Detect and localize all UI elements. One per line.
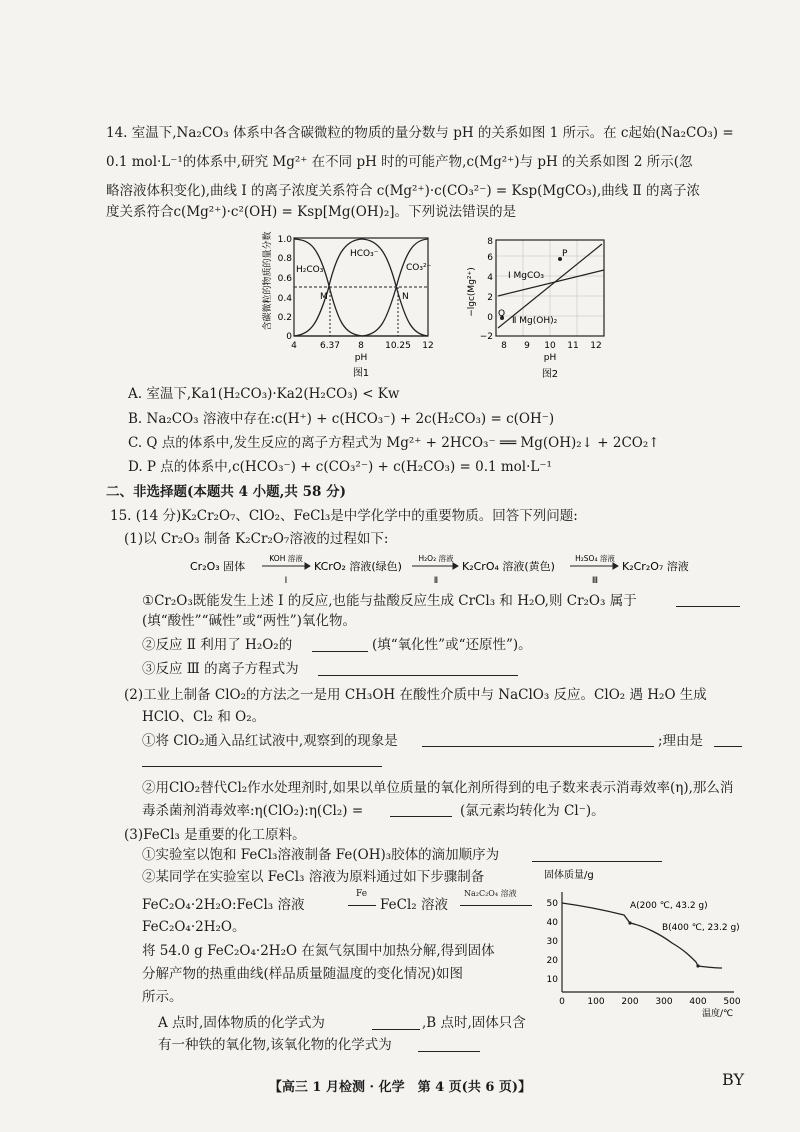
- tga-xtick: 200: [621, 997, 639, 1007]
- tga-label-b: B(400 ℃, 23.2 g): [662, 923, 740, 933]
- cr2o3-scheme: [190, 550, 690, 590]
- answer-blank-3a[interactable]: [532, 861, 662, 862]
- fig1-ytick: 0.6: [277, 274, 292, 284]
- q15-3a: ①实验室以饱和 FeCl₃溶液制备 Fe(OH)₃胶体的滴加顺序为: [142, 847, 500, 863]
- fig1-xtick: 4: [291, 341, 297, 351]
- tga-ytick: 10: [546, 975, 558, 985]
- fig1-label-hco3: HCO₃⁻: [350, 249, 379, 259]
- tga-ytick: 40: [546, 918, 558, 928]
- fig2-label-q: Q: [498, 309, 506, 319]
- q14-option-a: A. 室温下,Ka1(H₂CO₃)·Ka2(H₂CO₃) < Kw: [128, 386, 400, 402]
- section-heading: 二、非选择题(本题共 4 小题,共 58 分): [106, 484, 346, 500]
- q15-3c-line3: 所示。: [142, 989, 183, 1005]
- q15-1b-cont: (填“氧化性”或“还原性”)。: [372, 637, 532, 653]
- fig1-caption: 图1: [352, 368, 370, 379]
- fig2-xtick: 10: [544, 341, 556, 351]
- q15-2b: ②用ClO₂替代Cl₂作水处理剂时,如果以单位质量的氧化剂所得到的电子数来表示消毒效率(η),那么消: [142, 780, 734, 796]
- fig1-label-co3: CO₃²⁻: [406, 263, 432, 273]
- answer-blank-2a-reason[interactable]: [714, 746, 742, 747]
- fig1-xtick: 8: [358, 341, 364, 351]
- tga-xtick: 400: [689, 997, 707, 1007]
- fig2-ytick: 8: [487, 237, 493, 247]
- tga-label-a: A(200 ℃, 43.2 g): [630, 901, 708, 911]
- q15-3c-line1: 将 54.0 g FeC₂O₄·2H₂O 在氮气氛围中加热分解,得到固体: [142, 943, 495, 959]
- q14-option-b: B. Na₂CO₃ 溶液中存在:c(H⁺) + c(HCO₃⁻) + 2c(H₂CO₃) = c(OH⁻): [128, 411, 555, 427]
- q15-part2-cont: HClO、Cl₂ 和 O₂。: [142, 709, 266, 725]
- q14-line3: 略溶液体积变化),曲线 Ⅰ 的离子浓度关系符合 c(Mg²⁺)·c(CO₃²⁻) = Ksp(MgCO₃),曲线 Ⅱ 的离子浓: [106, 183, 700, 199]
- tga-ytick: 50: [546, 899, 558, 909]
- tga-xtick: 0: [559, 997, 565, 1007]
- q14-line4: 度关系符合c(Mg²⁺)·c²(OH) = Ksp[Mg(OH)₂]。下列说法错误的是: [106, 204, 517, 220]
- q15-3b-s3: FeC₂O₄·2H₂O。: [142, 919, 246, 935]
- q15-3b-s2: FeCl₂ 溶液: [380, 897, 448, 913]
- fig2-label-p: P: [562, 249, 568, 259]
- tga-ytick: 20: [546, 956, 558, 966]
- figure-2: [464, 232, 614, 384]
- fig1-ytick: 0: [286, 332, 292, 342]
- q15-2b-note: (氯元素均转化为 Cl⁻)。: [460, 803, 605, 819]
- page-footer: 【高三 1 月检测 · 化学 第 4 页(共 6 页)】: [268, 1080, 532, 1095]
- fig2-ytick: −2: [479, 332, 493, 342]
- tga-ylabel: 固体质量/g: [544, 870, 594, 881]
- fig2-ytick: 0: [487, 313, 493, 323]
- q14-option-d: D. P 点的体系中,c(HCO₃⁻) + c(CO₃²⁻) + c(H₂CO₃) = 0.1 mol·L⁻¹: [128, 459, 552, 475]
- q15-3b: ②某同学在实验室以 FeCl₃ 溶液为原料通过如下步骤制备: [142, 869, 485, 885]
- answer-blank-2a-reason-cont[interactable]: [142, 766, 382, 767]
- fig1-ylabel: 含碳微粒的物质的量分数: [263, 231, 273, 331]
- q15-1b: ②反应 Ⅱ 利用了 H₂O₂的: [142, 637, 293, 653]
- fig2-label-curve2: Ⅱ Mg(OH)₂: [512, 316, 558, 326]
- q15-3c-line2: 分解产物的热重曲线(样品质量随温度的变化情况)如图: [142, 966, 464, 982]
- fig2-xlabel: pH: [543, 353, 557, 363]
- fig1-label-m: M: [320, 292, 328, 302]
- tga-xlabel: 温度/℃: [702, 1009, 734, 1018]
- answer-blank-1b[interactable]: [312, 651, 368, 652]
- fig2-ytick: 2: [487, 293, 493, 303]
- q15-1a-cont: (填“酸性”“碱性”或“两性”)氧化物。: [142, 613, 356, 629]
- fig2-ytick: 6: [487, 253, 493, 263]
- figure-1: [262, 226, 448, 384]
- fig1-ytick: 0.4: [277, 294, 292, 304]
- scheme-step1: KCrO₂ 溶液(绿色): [314, 560, 402, 573]
- fig2-xtick: 11: [567, 341, 579, 351]
- fig1-xtick: 12: [422, 341, 434, 351]
- q15-2b-cont: 毒杀菌剂消毒效率:η(ClO₂):η(Cl₂) =: [142, 803, 364, 819]
- answer-blank-1c[interactable]: [318, 675, 518, 676]
- fig2-ylabel: −lgc(Mg²⁺): [467, 267, 477, 317]
- q15-3b-arrow2: [460, 905, 532, 906]
- tga-xtick: 300: [655, 997, 673, 1007]
- scheme-step0: Cr₂O₃ 固体: [190, 560, 246, 573]
- fig1-ytick: 1.0: [277, 235, 292, 245]
- fig1-ytick: 0.2: [277, 313, 292, 323]
- q15-3b-s1: FeC₂O₄·2H₂O:FeCl₃ 溶液: [142, 897, 305, 913]
- fig1-xtick: 10.25: [385, 341, 411, 351]
- scheme-num2: Ⅱ: [433, 576, 439, 586]
- q15-2a: ①将 ClO₂通入品红试液中,观察到的现象是: [142, 733, 398, 749]
- scheme-reagent3: H₂SO₄ 溶液: [575, 554, 615, 563]
- q15-1a: ①Cr₂O₃既能发生上述 Ⅰ 的反应,也能与盐酸反应生成 CrCl₃ 和 H₂O,则 Cr₂O₃ 属于: [142, 593, 637, 609]
- q15-2a-reason: ;理由是: [658, 733, 704, 749]
- answer-blank-2a-phenomenon[interactable]: [422, 746, 654, 747]
- scheme-step3: K₂Cr₂O₇ 溶液: [622, 560, 689, 573]
- scheme-step2: K₂CrO₄ 溶液(黄色): [462, 560, 555, 573]
- tga-point-b: [696, 964, 699, 967]
- q15-3b-fe: Fe: [356, 889, 368, 899]
- scheme-num3: Ⅲ: [591, 576, 599, 586]
- fig2-xtick: 9: [524, 341, 530, 351]
- fig1-xlabel: pH: [354, 353, 368, 363]
- tga-figure: [534, 868, 754, 1018]
- q15-part1: (1)以 Cr₂O₃ 制备 K₂Cr₂O₇溶液的过程如下:: [124, 531, 389, 547]
- q15-part2: (2)工业上制备 ClO₂的方法之一是用 CH₃OH 在酸性介质中与 NaClO₃ 反应。ClO₂ 遇 H₂O 生成: [124, 687, 707, 703]
- answer-blank-1a[interactable]: [676, 606, 740, 607]
- fig1-ytick: 0.8: [277, 254, 292, 264]
- answer-blank-3d-a[interactable]: [372, 1029, 420, 1030]
- q15-3b-na: Na₂C₂O₄ 溶液: [464, 889, 517, 898]
- scheme-num1: Ⅰ: [284, 576, 288, 586]
- tga-xtick: 500: [723, 997, 741, 1007]
- q15-3d-line1: A 点时,固体物质的化学式为: [158, 1015, 325, 1031]
- q15-3b-arrow1: [348, 905, 376, 906]
- fig1-xtick: 6.37: [319, 341, 341, 351]
- q14-line2: 0.1 mol·L⁻¹的体系中,研究 Mg²⁺ 在不同 pH 时的可能产物,c(Mg²⁺)与 pH 的关系如图 2 所示(忽: [106, 154, 693, 170]
- fig2-caption: 图2: [541, 369, 559, 380]
- q14-line1: 14. 室温下,Na₂CO₃ 体系中各含碳微粒的物质的量分数与 pH 的关系如图 1 所示。在 c起始(Na₂CO₃) =: [106, 125, 734, 141]
- answer-blank-3d-b[interactable]: [418, 1051, 480, 1052]
- q15-intro: 15. (14 分)K₂Cr₂O₇、ClO₂、FeCl₃是中学化学中的重要物质。回答下列问题:: [110, 508, 578, 524]
- q15-3d-line2: 有一种铁的氧化物,该氧化物的化学式为: [158, 1037, 392, 1053]
- q15-3d-line1-cont: ,B 点时,固体只含: [422, 1015, 526, 1031]
- q14-option-c: C. Q 点的体系中,发生反应的离子方程式为 Mg²⁺ + 2HCO₃⁻ ══ Mg(OH)₂↓ + 2CO₂↑: [128, 435, 660, 451]
- tga-curve: [562, 903, 722, 968]
- scheme-reagent1: KOH 溶液: [269, 554, 303, 563]
- fig1-label-h2co3: H₂CO₃: [296, 265, 324, 275]
- q15-1c: ③反应 Ⅲ 的离子方程式为: [142, 661, 299, 677]
- tga-ytick: 30: [546, 937, 558, 947]
- fig2-label-curve1: Ⅰ MgCO₃: [508, 271, 544, 281]
- tga-xtick: 100: [587, 997, 605, 1007]
- answer-blank-2b[interactable]: [390, 816, 452, 817]
- fig2-xtick: 12: [590, 341, 602, 351]
- fig2-xtick: 8: [501, 341, 507, 351]
- scheme-reagent2: H₂O₂ 溶液: [418, 554, 454, 563]
- tga-point-a: [628, 921, 631, 924]
- q15-part3: (3)FeCl₃ 是重要的化工原料。: [124, 827, 306, 843]
- corner-mark: BY: [722, 1070, 745, 1089]
- fig1-label-n: N: [402, 292, 409, 302]
- fig2-ytick: 4: [487, 273, 493, 283]
